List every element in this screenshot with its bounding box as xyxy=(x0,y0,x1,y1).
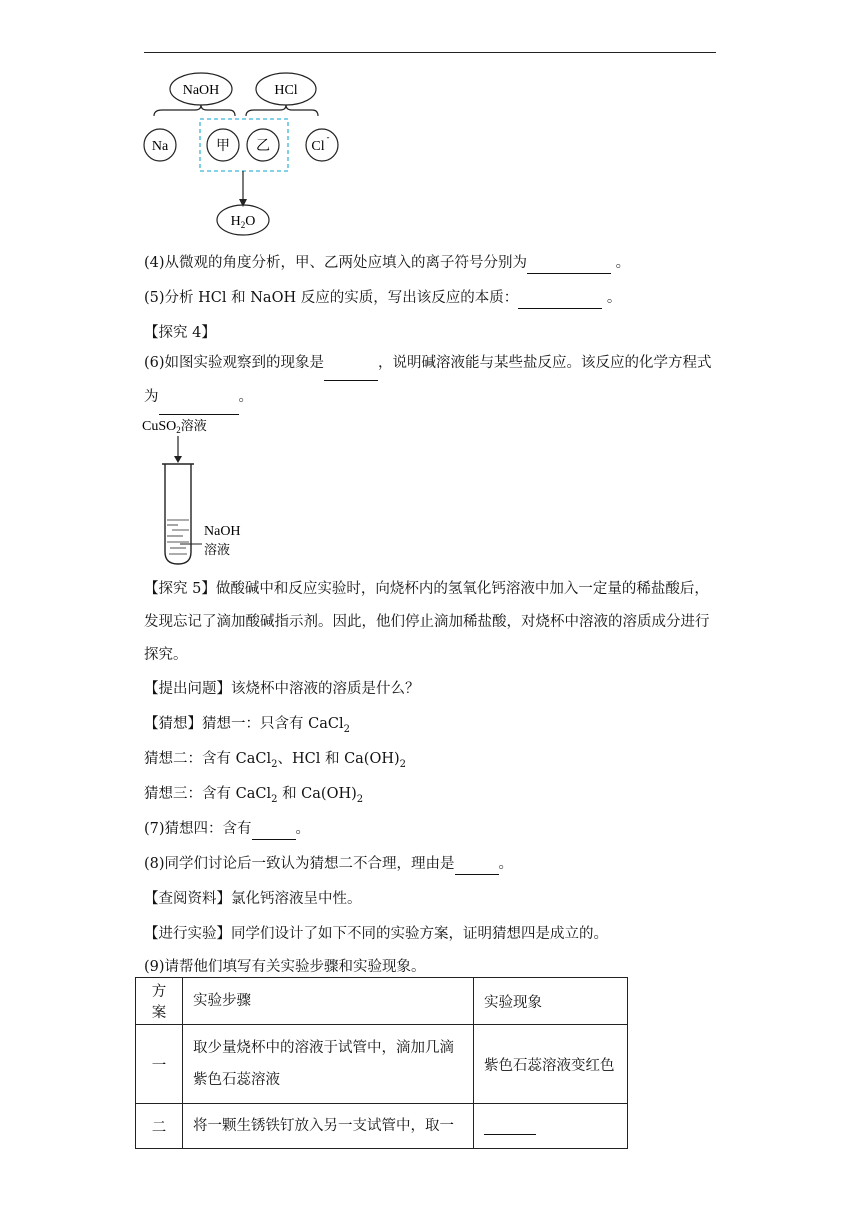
question-7: (7)猜想四：含有 。 xyxy=(144,819,310,840)
answer-blank-9[interactable] xyxy=(484,1118,536,1135)
header-plan: 方案 xyxy=(136,978,183,1025)
result-cell xyxy=(474,1104,628,1149)
plan-cell: 二 xyxy=(136,1104,183,1149)
explore-5-paragraph: 【探究 5】做酸碱中和反应实验时，向烧杯内的氢氧化钙溶液中加入一定量的稀盐酸后，发现忘记了滴加酸碱指示剂。因此，他们停止滴加稀盐酸，对烧杯中溶液的溶质成分进行探究。 xyxy=(144,581,710,663)
ion-diagram xyxy=(140,70,360,238)
yi-label: 乙 xyxy=(256,139,270,154)
naoh-solution-label: NaOH xyxy=(204,524,241,539)
cl-label: Cl xyxy=(311,139,325,154)
na-circle xyxy=(144,129,176,161)
arrow-head xyxy=(239,199,247,207)
experiment-intro: 【进行实验】同学们设计了如下不同的实验方案，证明猜想四是成立的。 xyxy=(144,926,608,942)
plan-cell: 一 xyxy=(136,1025,183,1104)
answer-blank-4[interactable] xyxy=(527,253,611,274)
hcl-oval xyxy=(256,73,316,105)
step-cell: 将一颗生锈铁钉放入另一支试管中，取一 xyxy=(183,1104,474,1149)
naoh-solution-suffix: 溶液 xyxy=(204,542,231,557)
question-9: (9)请帮他们填写有关实验步骤和实验现象。 xyxy=(144,959,426,975)
yi-circle xyxy=(247,129,279,161)
naoh-liquid xyxy=(167,520,189,554)
header-result: 实验现象 xyxy=(474,978,628,1025)
tube-outline xyxy=(162,464,194,564)
answer-blank-8[interactable] xyxy=(455,854,499,875)
raise-question: 【提出问题】该烧杯中溶液的溶质是什么？ xyxy=(144,681,420,697)
table-row xyxy=(136,1025,628,1104)
cuso4-label: CuSO$_2$溶液 xyxy=(142,419,207,435)
table-row xyxy=(136,1104,628,1149)
header-rule xyxy=(144,52,716,53)
drop-arrow-head xyxy=(174,456,182,463)
question-5: (5)分析 HCl 和 NaOH 反应的实质，写出该反应的本质： 。 xyxy=(144,288,621,309)
experiment-table xyxy=(135,977,628,1149)
naoh-oval xyxy=(170,73,232,105)
guess-3: 猜想三：含有 CaCl$_2$ 和 $Ca(OH)_2$ xyxy=(144,786,364,805)
cl-circle xyxy=(306,129,338,161)
answer-blank-6a[interactable] xyxy=(324,347,378,381)
question-8: (8)同学们讨论后一致认为猜想二不合理，理由是 。 xyxy=(144,854,513,875)
jia-circle xyxy=(207,129,239,161)
answer-blank-5[interactable] xyxy=(518,288,602,309)
header-step: 实验步骤 xyxy=(183,978,474,1025)
guess-1: 【猜想】猜想一：只含有 CaCl$_2$ xyxy=(144,716,350,735)
guess-2: 猜想二：含有 CaCl$_2$、HCl 和 $Ca(OH)_2$ xyxy=(144,751,407,770)
hcl-label: HCl xyxy=(274,83,298,98)
answer-blank-7[interactable] xyxy=(252,819,296,840)
table-header-row xyxy=(136,978,628,1025)
explore-4-heading: 【探究 4】 xyxy=(144,325,216,341)
naoh-label: NaOH xyxy=(182,83,220,98)
naoh-brace xyxy=(154,105,235,116)
jia-label: 甲 xyxy=(216,139,230,154)
reaction-box xyxy=(200,119,288,171)
cl-charge: - xyxy=(326,132,330,142)
h2o-oval xyxy=(217,205,269,235)
result-cell: 紫色石蕊溶液变红色 xyxy=(474,1025,628,1104)
question-4: (4)从微观的角度分析，甲、乙两处应填入的离子符号分别为 。 xyxy=(144,253,630,274)
test-tube-figure xyxy=(140,412,290,572)
consult-info: 【查阅资料】氯化钙溶液呈中性。 xyxy=(144,891,362,907)
h2o-label: $H_2O$ xyxy=(230,214,256,230)
answer-blank-6b[interactable] xyxy=(159,381,239,415)
na-label: Na xyxy=(151,139,169,154)
question-6: (6)如图实验观察到的现象是 ，说明碱溶液能与某些盐反应。该反应的化学方程式为 。 xyxy=(144,347,716,415)
step-cell: 取少量烧杯中的溶液于试管中，滴加几滴紫色石蕊溶液 xyxy=(183,1025,474,1104)
hcl-brace xyxy=(246,105,318,116)
